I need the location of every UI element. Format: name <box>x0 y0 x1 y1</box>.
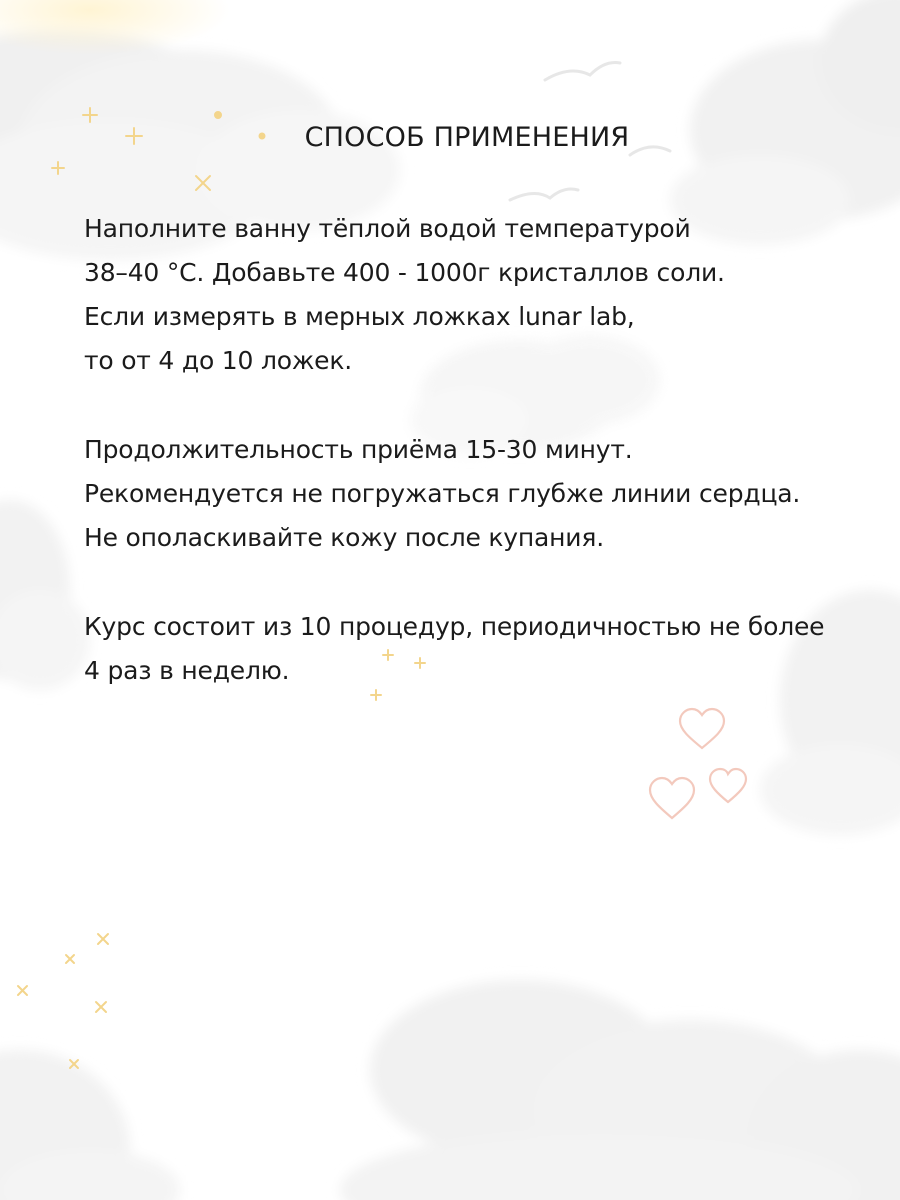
text-line: Рекомендуется не погружаться глубже линии сердца. <box>84 479 801 508</box>
paragraph-duration <box>84 428 874 560</box>
paragraph-preparation <box>84 207 874 383</box>
page-title: СПОСОБ ПРИМЕНЕНИЯ <box>304 122 630 153</box>
text-line: Если измерять в мерных ложках lunar lab, <box>84 302 635 331</box>
text-line: Курс состоит из 10 процедур, периодичностью не более <box>84 612 825 641</box>
paragraph-course <box>84 605 874 693</box>
text-line: Продолжительность приёма 15-30 минут. <box>84 435 633 464</box>
text-line: Наполните ванну тёплой водой температурой <box>84 214 691 243</box>
text-line: 38–40 °С. Добавьте 400 - 1000г кристаллов соли. <box>84 258 725 287</box>
text-line: то от 4 до 10 ложек. <box>84 346 352 375</box>
text-line: 4 раз в неделю. <box>84 656 290 685</box>
text-line: Не ополаскивайте кожу после купания. <box>84 523 604 552</box>
